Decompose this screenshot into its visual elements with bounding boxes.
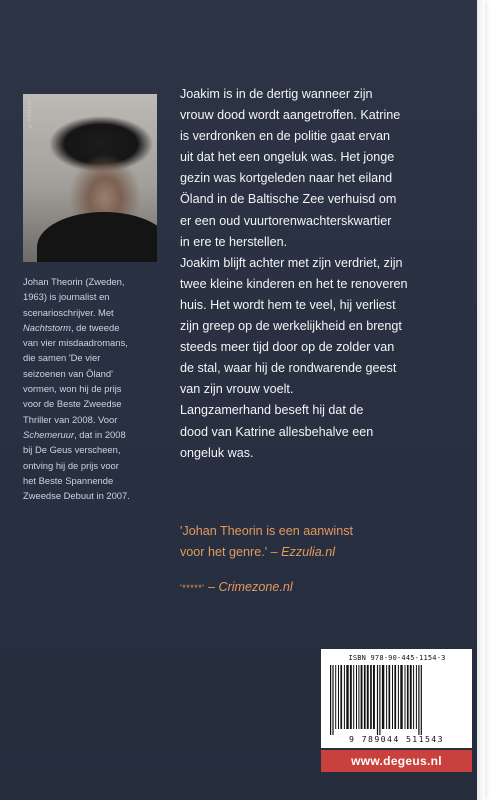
synopsis-line: de stal, waar hij de rondwarende geest — [180, 361, 397, 376]
barcode-bar — [367, 665, 369, 729]
synopsis-line: gezin was kortgeleden naar het eiland — [180, 171, 393, 186]
barcode-bar — [389, 665, 391, 729]
barcode-bar — [382, 665, 384, 729]
review-quote-ezzulia — [180, 521, 472, 563]
synopsis-line: Langzamerhand beseft hij dat de — [180, 403, 364, 418]
barcode-bar — [338, 665, 339, 729]
bio-line: ontving hij de prijs voor — [23, 459, 119, 471]
synopsis-paragraph — [180, 84, 472, 253]
author-photo — [23, 94, 157, 262]
barcode-bar — [413, 665, 414, 729]
bio-line: die samen 'De vier — [23, 352, 101, 364]
quote-source: Crimezone.nl — [218, 580, 293, 594]
bio-line: Johan Theorin (Zweden, — [23, 276, 125, 287]
synopsis-line: is verdronken en de politie gaat ervan — [180, 129, 391, 144]
photo-credit: © Carla Loor — [27, 98, 33, 129]
barcode-bar — [353, 665, 354, 729]
review-quote-crimezone — [180, 577, 472, 599]
barcode-bar — [416, 665, 417, 729]
quote-dash: – — [267, 545, 282, 559]
barcode-bar — [379, 665, 380, 735]
synopsis-line: Öland in de Baltische Zee verhuisd om — [180, 192, 397, 207]
barcode-bar — [350, 665, 352, 729]
synopsis-line: steeds meer tijd door op de zolder van — [180, 340, 395, 355]
barcode-bar — [373, 665, 375, 729]
barcode-bar — [421, 665, 422, 735]
page-edge — [477, 0, 485, 800]
barcode-digits: 9 789044 511543 — [349, 734, 444, 744]
barcode-panel — [321, 649, 472, 748]
synopsis-line: Joakim blijft achter met zijn verdriet, zijn — [180, 255, 403, 270]
author-bio — [23, 274, 161, 503]
bio-line: vormen, won hij de prijs — [23, 383, 122, 395]
review-quotes — [180, 521, 472, 599]
quote-text: 'Johan Theorin is een aanwinst — [180, 524, 353, 538]
synopsis-line: Joakim is in de dertig wanneer zijn — [180, 87, 373, 101]
bio-line: , dat in 2008 — [74, 428, 126, 440]
synopsis-line: vrouw dood wordt aangetroffen. Katrine — [180, 108, 401, 123]
synopsis-line: huis. Het wordt hem te veel, hij verliest — [180, 297, 396, 312]
synopsis-line: zijn greep op de werkelijkheid en brengt — [180, 319, 402, 334]
barcode-bar — [394, 665, 396, 729]
synopsis — [180, 84, 472, 464]
synopsis-line: dood van Katrine allesbehalve een — [180, 424, 374, 439]
quote-text: voor het genre.' — [180, 545, 268, 559]
barcode-bar — [335, 665, 336, 729]
quote-dash: – — [204, 580, 219, 594]
barcode-bar — [356, 665, 357, 729]
synopsis-line: er een oud vuurtorenwachterskwartier — [180, 213, 392, 228]
barcode-bar — [407, 665, 409, 729]
barcode-bar — [392, 665, 393, 729]
barcode-bar — [386, 665, 387, 729]
synopsis-paragraph — [180, 253, 472, 401]
synopsis-line: twee kleine kinderen en het te renoveren — [180, 276, 408, 291]
barcode-bar — [358, 665, 359, 729]
barcode-bar — [398, 665, 399, 729]
synopsis-line: in ere te herstellen. — [180, 234, 288, 249]
barcode-bar — [340, 665, 342, 729]
isbn-label: ISBN 978-90-445-1154-3 — [348, 654, 446, 662]
bio-line: voor de Beste Zweedse — [23, 398, 122, 410]
synopsis-line: van zijn vrouw voelt. — [180, 382, 294, 397]
barcode-bar — [344, 665, 345, 729]
bio-line: van vier misdaadromans, — [23, 337, 128, 349]
barcode-bar — [364, 665, 366, 729]
barcode-icon — [328, 665, 465, 735]
bio-line: , de tweede — [70, 321, 120, 333]
barcode-bar — [410, 665, 412, 729]
bio-line: seizoenen van Öland' — [23, 367, 113, 379]
barcode-bar — [370, 665, 372, 729]
bio-line: het Beste Spannende — [23, 474, 114, 486]
bio-book-title: Schemeruur — [23, 428, 75, 440]
barcode-bar — [332, 665, 333, 735]
synopsis-paragraph — [180, 400, 472, 463]
barcode-bar — [400, 665, 402, 729]
barcode-bar — [377, 665, 378, 735]
bio-line: Zweedse Debuut in 2007. — [23, 490, 130, 502]
barcode-bar — [405, 665, 406, 729]
barcode-bar — [346, 665, 348, 729]
barcode-bar — [330, 665, 331, 735]
quote-source: Ezzulia.nl — [281, 545, 336, 559]
bio-line: 1963) is journalist en — [23, 291, 110, 303]
bio-line: bij De Geus verscheen, — [23, 444, 121, 456]
bio-line: scenarioschrijver. Met — [23, 306, 114, 318]
synopsis-line: uit dat het een ongeluk was. Het jonge — [180, 150, 395, 165]
synopsis-line: ongeluk was. — [180, 445, 254, 460]
barcode-bar — [361, 665, 363, 729]
publisher-url: www.degeus.nl — [321, 750, 472, 772]
author-shoulders — [37, 212, 157, 262]
star-rating: '*****' — [180, 583, 205, 593]
bio-book-title: Nachtstorm — [23, 321, 71, 333]
barcode-bar — [418, 665, 419, 735]
bio-line: Thriller van 2008. Voor — [23, 413, 118, 425]
